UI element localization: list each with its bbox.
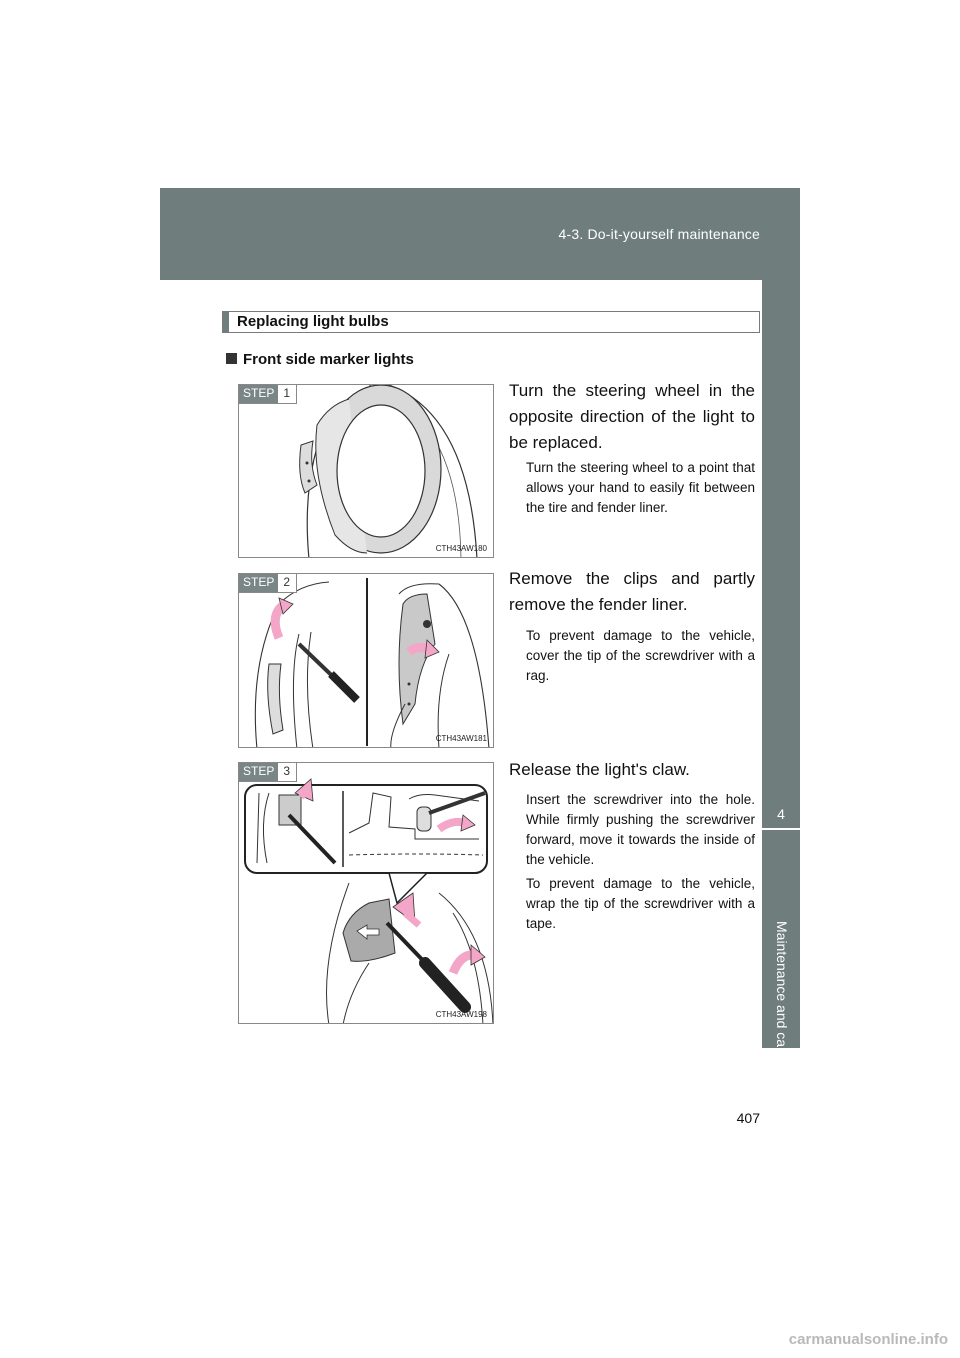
step-3-figure	[238, 762, 494, 1024]
chapter-number: 4	[777, 806, 785, 822]
section-heading	[222, 311, 760, 333]
step-2-instruction: Remove the clips and partly remove the fender liner.	[509, 569, 755, 614]
step-label: STEP	[239, 385, 278, 403]
step-badge	[239, 385, 297, 404]
figure-code: CTH43AW181	[435, 734, 487, 743]
step-2-figure	[238, 573, 494, 748]
step-label: STEP	[239, 574, 278, 592]
fender-liner-illustration	[239, 574, 494, 748]
step-badge	[239, 763, 297, 782]
section-title: Replacing light bulbs	[237, 313, 389, 330]
page-number: 407	[736, 1110, 760, 1126]
light-claw-illustration	[239, 763, 494, 1024]
step-2-note: To prevent damage to the vehicle, cover the tip of the screwdriver with a rag.	[526, 628, 755, 683]
step-1-note: Turn the steering wheel to a point that allows your hand to easily fit between the tire and fender liner.	[526, 460, 755, 515]
step-1-instruction: Turn the steering wheel in the opposite direction of the light to be replaced.	[509, 381, 755, 452]
step-1-figure	[238, 384, 494, 558]
step-3-note-2: To prevent damage to the vehicle, wrap the tip of the screwdriver with a tape.	[526, 876, 755, 931]
step-number: 3	[278, 763, 296, 781]
step-number: 2	[278, 574, 296, 592]
step-3-note-1: Insert the screwdriver into the hole. While firmly pushing the screwdriver forward, move it towards the inside of the vehicle.	[526, 792, 755, 867]
step-3-instruction: Release the light's claw.	[509, 760, 690, 779]
figure-code: CTH43AW198	[435, 1010, 487, 1019]
chapter-tab	[762, 280, 800, 1060]
tire-illustration	[239, 385, 494, 558]
sub-heading	[226, 351, 414, 368]
watermark: carmanualsonline.info	[788, 1331, 948, 1348]
chapter-label: Maintenance and care	[774, 921, 790, 1060]
figure-code: CTH43AW180	[435, 544, 487, 553]
chapter-tab-divider	[762, 828, 800, 830]
square-bullet-icon	[226, 353, 237, 364]
section-path: 4-3. Do-it-yourself maintenance	[558, 226, 760, 242]
header-band	[160, 188, 800, 280]
step-label: STEP	[239, 763, 278, 781]
section-heading-bar	[223, 312, 229, 332]
chapter-label-wrap	[774, 921, 790, 1060]
step-badge	[239, 574, 297, 593]
step-number: 1	[278, 385, 296, 403]
sub-heading-text: Front side marker lights	[243, 351, 414, 368]
